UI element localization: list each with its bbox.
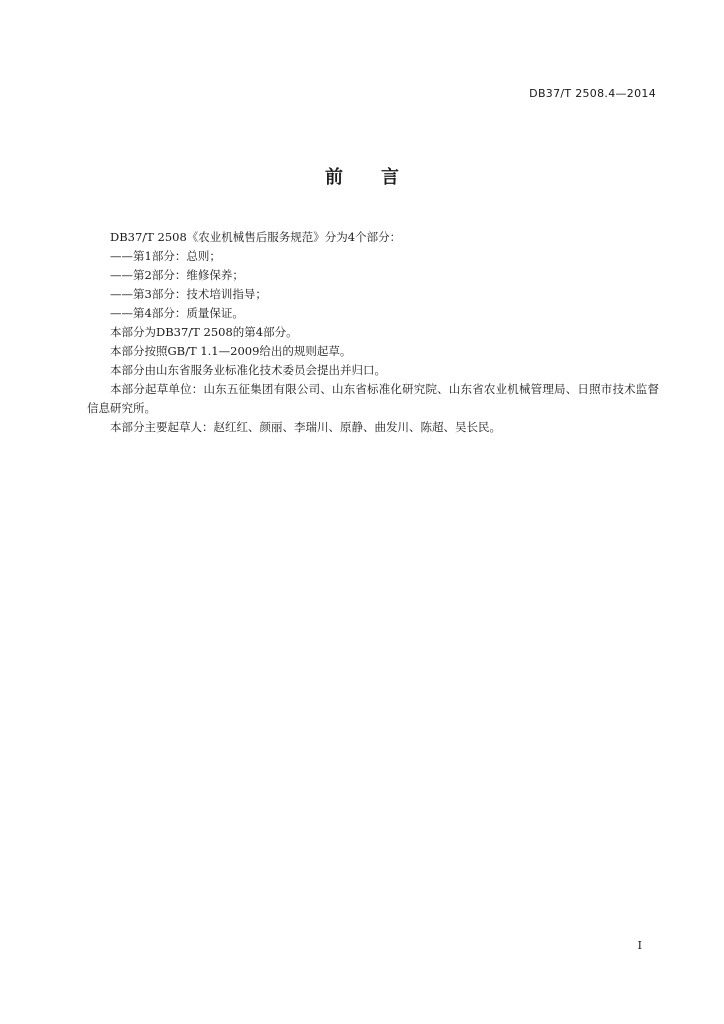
paragraph-parts-intro: DB37/T 2508《农业机械售后服务规范》分为4个部分： <box>110 230 402 244</box>
paragraph-part-1: ——第1部分：总则； <box>110 249 221 263</box>
paragraph-part-3: ——第3部分：技术培训指导； <box>110 287 267 301</box>
standard-code: DB37/T 2508.4—2014 <box>529 87 656 100</box>
paragraph-proposed-by: 本部分由山东省服务业标准化技术委员会提出并归口。 <box>110 363 386 377</box>
paragraph-drafting-units: 本部分起草单位：山东五征集团有限公司、山东省标准化研究院、山东省农业机械管理局、日照市技术监督信息研究所。 <box>87 382 659 415</box>
page-title-char-1: 前 <box>325 167 343 188</box>
paragraph-this-part: 本部分为DB37/T 2508的第4部分。 <box>110 325 298 339</box>
page-number: I <box>637 939 642 952</box>
page-title-char-2: 言 <box>381 167 399 188</box>
paragraph-part-4: ——第4部分：质量保证。 <box>110 306 244 320</box>
page-title <box>0 163 724 189</box>
foreword-body <box>87 228 659 437</box>
paragraph-part-2: ——第2部分：维修保养； <box>110 268 244 282</box>
paragraph-drafting-rules: 本部分按照GB/T 1.1—2009给出的规则起草。 <box>110 344 352 358</box>
paragraph-drafters: 本部分主要起草人：赵红红、颜丽、李瑞川、原静、曲发川、陈超、吴长民。 <box>110 420 501 434</box>
